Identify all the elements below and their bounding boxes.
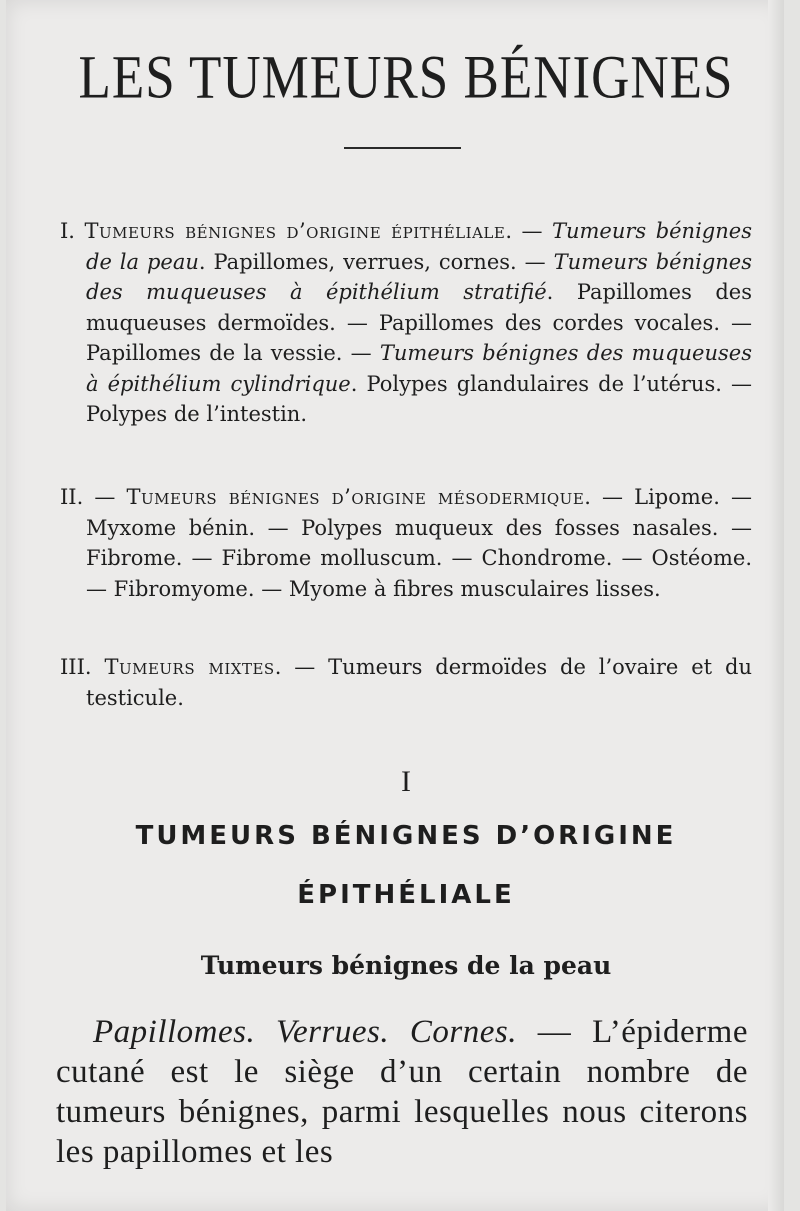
toc-heading-1: Tumeurs bénignes d’origine épithéliale <box>84 219 506 243</box>
toc-text-1b: . Papillomes des muqueuses dermoïdes. — Papillomes des cordes vocales. — Papillomes de la vessie. — <box>86 280 753 365</box>
body-lead: Papillomes. Verrues. Cornes. <box>93 1014 517 1050</box>
toc-text-1a: . Papillomes, verrues, cornes. — <box>198 249 554 274</box>
section-subheading: Tumeurs bénignes de la peau <box>200 951 612 980</box>
toc-italic-1b: Tumeurs bénignes des muqueuses à épithélium stratifié <box>86 249 752 304</box>
toc-section-1 <box>60 216 752 430</box>
toc-number-3: III. <box>60 655 105 679</box>
toc-number-2: II. — <box>60 485 127 509</box>
toc-paragraph-1 <box>60 216 752 430</box>
book-page <box>6 0 784 1211</box>
toc-text-1c: . Polypes glandulaires de l’utérus. — Polypes de l’intestin. <box>86 371 752 426</box>
toc-section-2 <box>60 482 752 604</box>
title-rule <box>344 147 461 149</box>
page-title: LES TUMEURS BÉNIGNES <box>78 44 734 112</box>
body-paragraph <box>56 1012 748 1172</box>
page-spine-shadow <box>768 0 784 1211</box>
section-number: I <box>401 765 411 798</box>
toc-heading-3: Tumeurs mixtes <box>104 655 275 679</box>
section-heading-line-1: TUMEURS BÉNIGNES D’ORIGINE <box>135 821 677 851</box>
toc-text-2: . — Lipome. — Myxome bénin. — Polypes muqueux des fosses nasales. — Fibrome. — Fibrome molluscum. — Chondrome. — Ostéome. — Fibromyome. — Myome à fibres musculaires lisses. <box>86 485 752 601</box>
toc-paragraph-3 <box>60 652 752 713</box>
toc-text-3: . — Tumeurs dermoïdes de l’ovaire et du testicule. <box>86 655 752 710</box>
toc-paragraph-2 <box>60 482 752 604</box>
toc-heading-2: Tumeurs bénignes d’origine mésodermique <box>126 485 585 509</box>
toc-italic-1a: Tumeurs bénignes de la peau <box>86 219 752 274</box>
section-heading-line-2: ÉPITHÉLIALE <box>297 880 515 910</box>
body-text: — L’épiderme cutané est le siège d’un certain nombre de tumeurs bénignes, parmi lesquelles nous citerons les papillomes et les <box>56 1014 748 1170</box>
toc-section-3 <box>60 652 752 713</box>
toc-number-1: I. <box>60 219 85 243</box>
toc-italic-1c: Tumeurs bénignes des muqueuses à épithélium cylindrique <box>86 341 752 396</box>
toc-separator-1: . — <box>505 219 552 243</box>
